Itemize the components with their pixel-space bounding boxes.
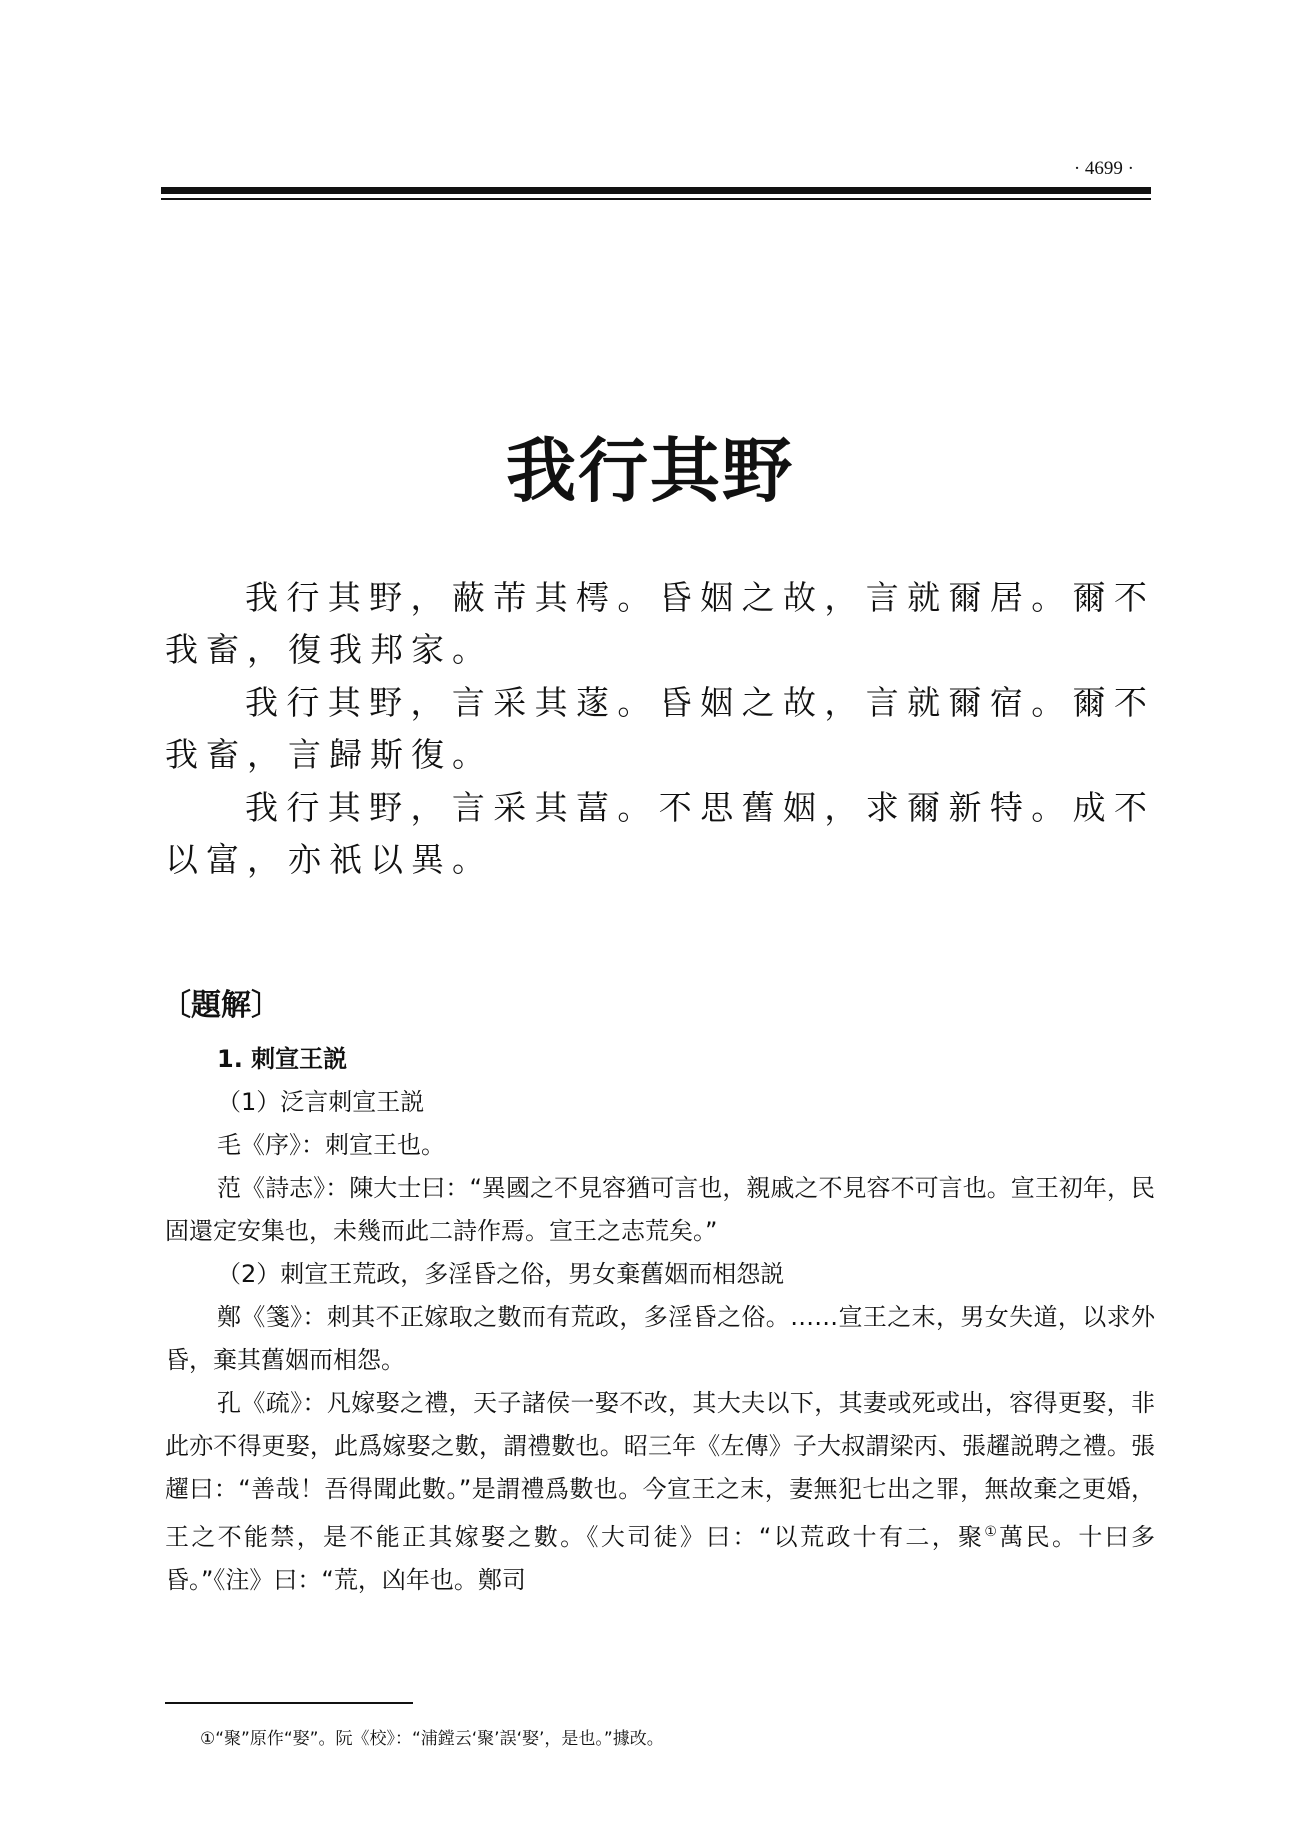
commentary-paragraph: 范《詩志》：陳大士曰：“異國之不見容猶可言也，親戚之不見容不可言也。宣王初年，民固還定安集也，未幾而此二詩作焉。宣王之志荒矣。”: [165, 1174, 1155, 1245]
commentary-paragraph: [165, 1382, 1155, 1602]
poem-stanza-2: 我行其野，言采其蓫。昏姻之故，言就爾宿。爾不我畜，言歸斯復。: [165, 683, 1155, 774]
poem-stanza-3: 我行其野，言采其葍。不思舊姻，求爾新特。成不以富，亦祇以異。: [165, 788, 1155, 879]
commentary-text: 孔《疏》：凡嫁娶之禮，天子諸侯一娶不改，其大夫以下，其妻或死或出，容得更娶，非此亦不得更娶，此爲嫁娶之數，謂禮數也。昭三年《左傳》子大叔謂梁丙、張趯説聘之禮。張趯曰：“善哉！吾得聞此數。”是謂禮爲數也。今宣王之末，妻無犯七出之罪，無故棄之更婚，王之不能禁，是不能正其嫁娶之數。《大司徒》曰：“以荒政十有二，聚: [165, 1389, 1155, 1551]
commentary-paragraph: 毛《序》：刺宣王也。: [217, 1131, 445, 1159]
subheading-1: 1. 刺宣王説: [217, 1045, 348, 1073]
poem-stanza-1: 我行其野，蔽芾其樗。昏姻之故，言就爾居。爾不我畜，復我邦家。: [165, 578, 1155, 669]
header-rule-thick: [161, 187, 1151, 194]
poem-title: 我行其野: [506, 430, 794, 512]
footnote: ①“聚”原作“娶”。阮《校》：“浦鏜云‘聚’誤‘娶’，是也。”據改。: [200, 1729, 664, 1749]
commentary-paragraph: 鄭《箋》：刺其不正嫁取之數而有荒政，多淫昏之俗。……宣王之末，男女失道，以求外昏，棄其舊姻而相怨。: [165, 1303, 1155, 1374]
commentary-body: [165, 1038, 1155, 1602]
subheading-1-1: （1）泛言刺宣王説: [217, 1088, 425, 1116]
footnote-rule: [165, 1702, 413, 1704]
footnote-marker: ①: [984, 1524, 1000, 1540]
header-rule-thin: [161, 198, 1151, 200]
commentary-text: 萬民。十曰多昏。”《注》曰：“荒，凶年也。鄭司: [165, 1523, 1156, 1594]
section-heading: 〔題解〕: [161, 988, 281, 1023]
poem-body: [165, 572, 1155, 887]
subheading-1-2: （2）刺宣王荒政，多淫昏之俗，男女棄舊姻而相怨説: [217, 1260, 785, 1288]
page-number: · 4699 ·: [1073, 158, 1134, 179]
